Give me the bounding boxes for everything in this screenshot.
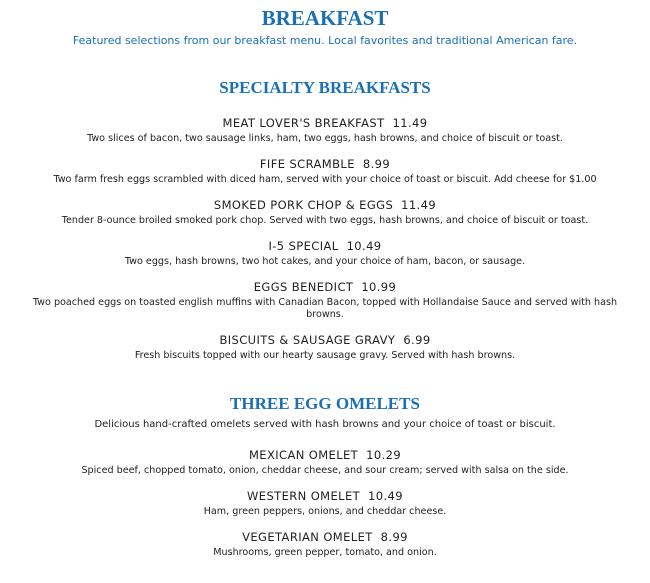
section-title: THREE EGG OMELETS: [230, 394, 420, 413]
menu-item-price: 10.99: [361, 280, 397, 294]
menu-item-description: Ham, green peppers, onions, and cheddar cheese.: [203, 506, 447, 517]
menu-item-description: Two eggs, hash browns, two hot cakes, and your choice of ham, bacon, or sausage.: [124, 256, 526, 267]
menu-item-description: Two poached eggs on toasted english muffins with Canadian Bacon, topped with Hollandaise Sauce and served with hash browns.: [32, 297, 618, 320]
menu-item-list: [0, 448, 650, 559]
menu-item-name: I-5 SPECIAL: [268, 239, 339, 253]
menu-item-price: 10.49: [368, 489, 403, 503]
page-subtitle: Featured selections from our breakfast menu. Local favorites and traditional American fare.: [72, 34, 578, 47]
section-title: SPECIALTY BREAKFASTS: [219, 78, 431, 97]
menu-item-description: Two slices of bacon, two sausage links, ham, two eggs, hash browns, and choice of biscuit or toast.: [87, 133, 563, 144]
menu-item-name: SMOKED PORK CHOP & EGGS: [213, 198, 394, 212]
menu-item-price: 6.99: [403, 333, 431, 347]
menu-item-name: WESTERN OMELET: [247, 489, 361, 503]
menu-item-name: FIFE SCRAMBLE: [259, 157, 355, 171]
menu-item-description: Spiced beef, chopped tomato, onion, cheddar cheese, and sour cream; served with salsa on the side.: [81, 465, 569, 476]
section-description: Delicious hand-crafted omelets served with hash browns and your choice of toast or biscuit.: [94, 419, 556, 430]
menu-item-name: EGGS BENEDICT: [253, 280, 354, 294]
menu-item-price: 10.49: [346, 239, 382, 253]
menu-item: [25, 116, 625, 145]
menu-item-name: MEAT LOVER'S BREAKFAST: [222, 116, 385, 130]
section-specialty-breakfasts: [0, 78, 650, 362]
menu-item-price: 11.49: [392, 116, 428, 130]
menu-item: [25, 489, 625, 518]
menu-item-price: 10.29: [366, 448, 402, 462]
menu-item-price: 11.49: [401, 198, 437, 212]
menu-item: [25, 239, 625, 268]
section-three-egg-omelets: [0, 394, 650, 559]
menu-item-name: MEXICAN OMELET: [248, 448, 359, 462]
menu-item-list: [0, 116, 650, 362]
menu-item-name: BISCUITS & SAUSAGE GRAVY: [219, 333, 396, 347]
menu-item: [25, 280, 625, 321]
menu-item: [25, 198, 625, 227]
menu-item-description: Fresh biscuits topped with our hearty sausage gravy. Served with hash browns.: [134, 350, 516, 361]
menu-item-price: 8.99: [362, 157, 391, 171]
menu-item-name: VEGETARIAN OMELET: [242, 530, 373, 544]
menu-item-description: Two farm fresh eggs scrambled with diced ham, served with your choice of toast or biscuit. Add cheese for $1.00: [53, 174, 597, 185]
menu-item-price: 8.99: [380, 530, 408, 544]
menu-item-description: Mushrooms, green pepper, tomato, and onion.: [213, 547, 437, 558]
menu-item: [25, 157, 625, 186]
menu-item: [25, 448, 625, 477]
menu-item-description: Tender 8-ounce broiled smoked pork chop. Served with two eggs, hash browns, and choice of biscuit or toast.: [61, 215, 589, 226]
page-title: BREAKFAST: [261, 6, 389, 30]
menu-item: [25, 530, 625, 559]
menu-item: [25, 333, 625, 362]
